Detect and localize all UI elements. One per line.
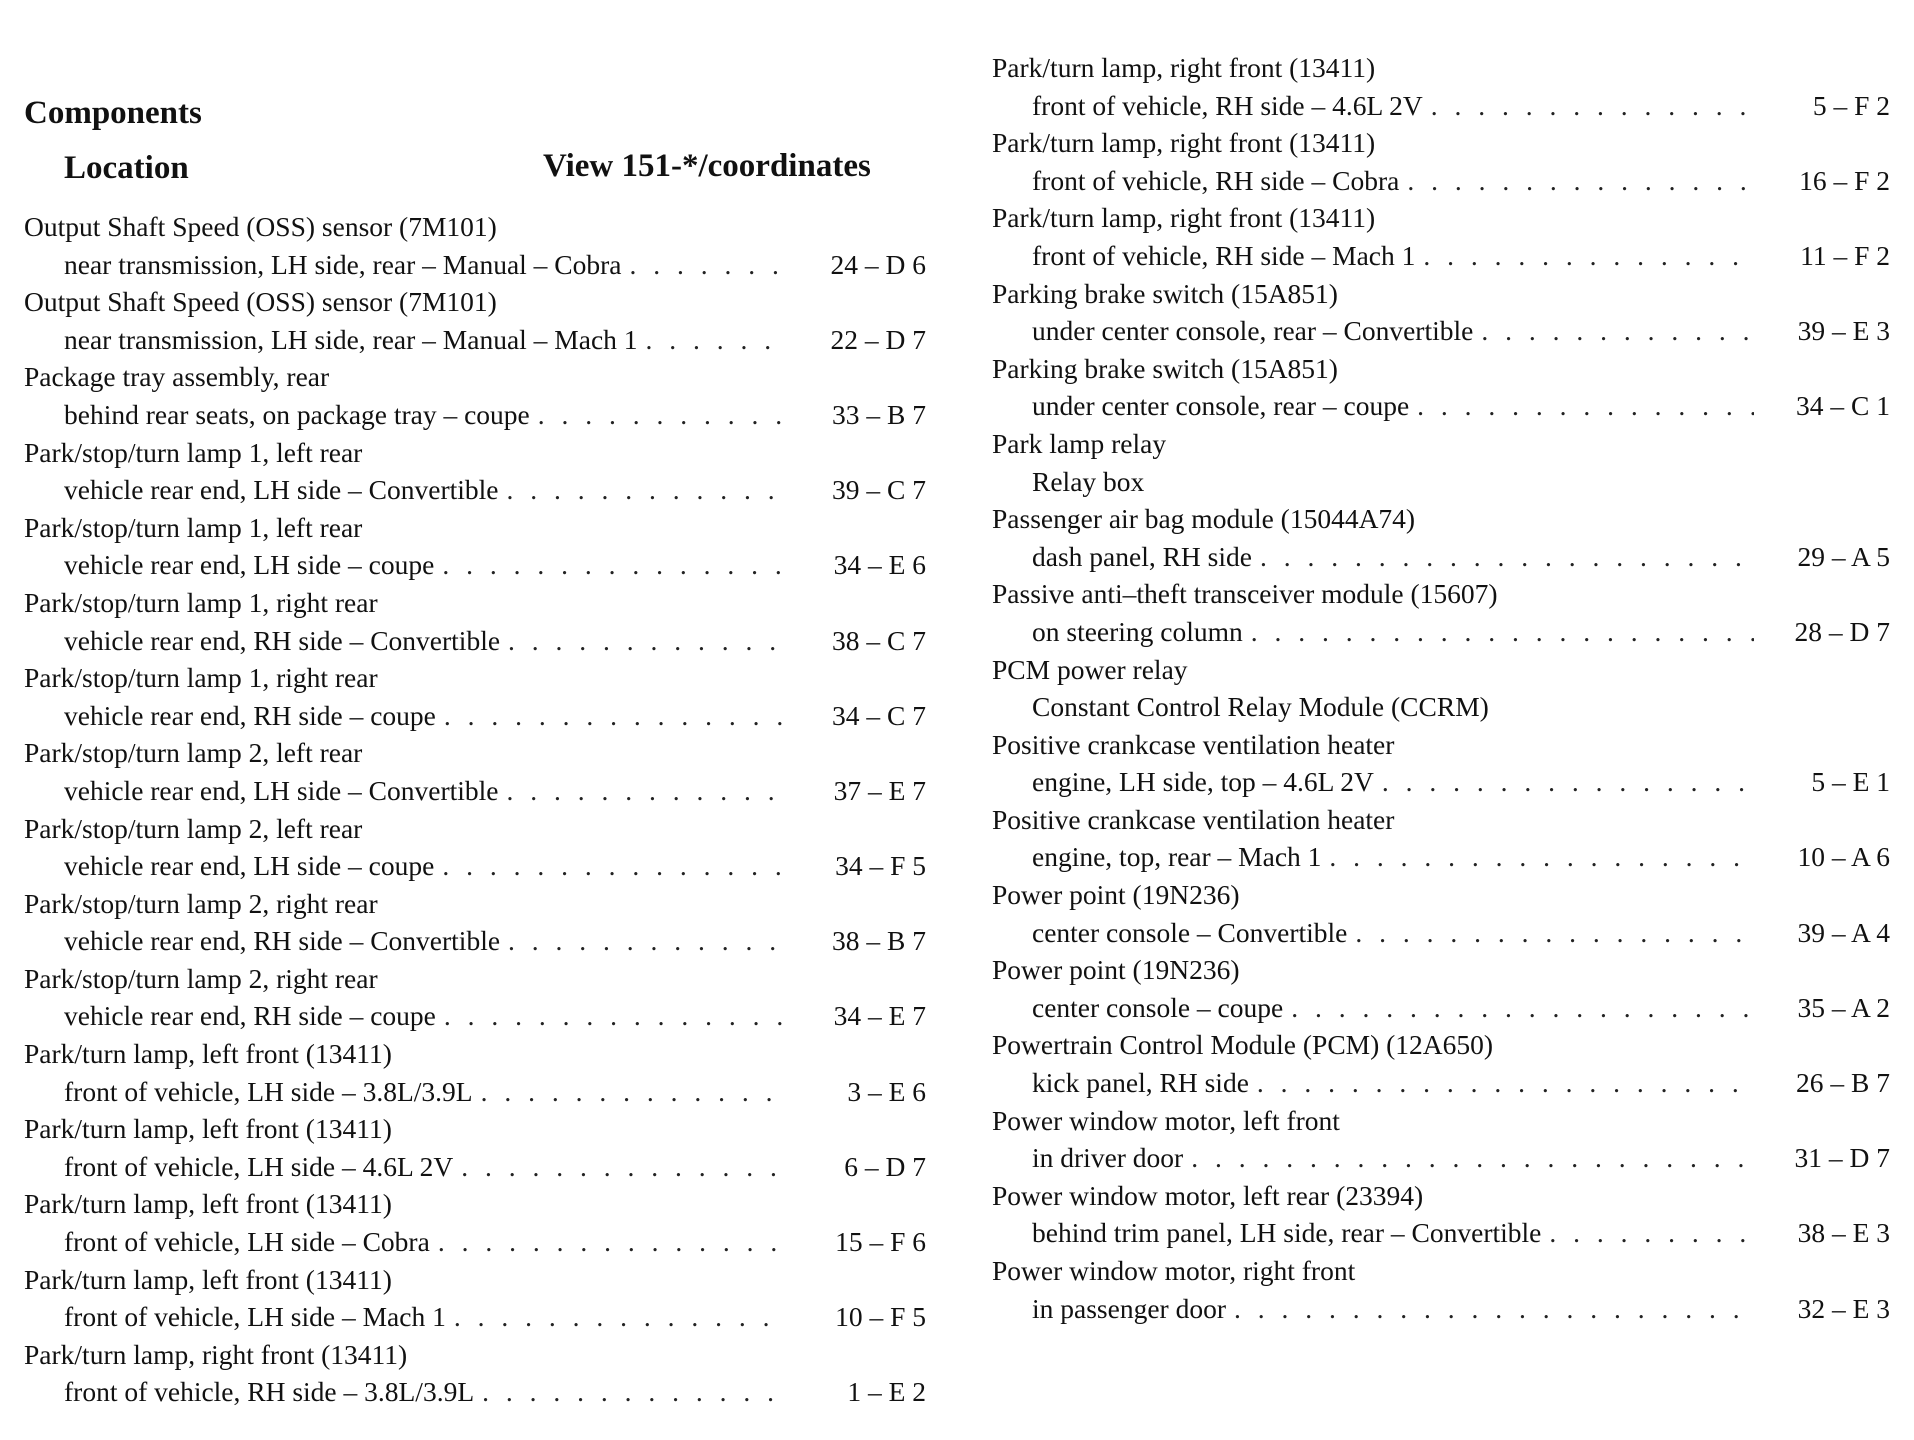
component-entry	[992, 575, 1890, 650]
component-location-row	[992, 1290, 1890, 1328]
component-location-row	[24, 922, 926, 960]
component-name: Park/stop/turn lamp 2, right rear	[24, 887, 378, 919]
component-name: Positive crankcase ventilation heater	[992, 728, 1395, 760]
dot-leader	[444, 997, 784, 1035]
component-location: behind trim panel, LH side, rear – Convertible	[1032, 1217, 1542, 1249]
component-location-row	[24, 246, 926, 284]
dot-leader	[1257, 1064, 1754, 1102]
component-name: PCM power relay	[992, 653, 1188, 685]
component-name: Positive crankcase ventilation heater	[992, 803, 1395, 835]
component-location: dash panel, RH side	[1032, 540, 1252, 572]
component-entry	[24, 584, 926, 659]
component-name: Parking brake switch (15A851)	[992, 352, 1338, 384]
view-coordinate: 34 – C 7	[832, 699, 926, 731]
component-name: Park/stop/turn lamp 2, left rear	[24, 737, 363, 769]
component-location-row	[992, 914, 1890, 952]
dot-leader	[1234, 1290, 1754, 1328]
dot-leader	[508, 622, 784, 660]
dot-leader	[1355, 914, 1754, 952]
component-name: Park/stop/turn lamp 2, right rear	[24, 962, 378, 994]
component-name: Park/turn lamp, left front (13411)	[24, 1263, 392, 1295]
component-name: Passive anti–theft transceiver module (15607)	[992, 578, 1498, 610]
component-location: engine, LH side, top – 4.6L 2V	[1032, 766, 1374, 798]
component-entry	[992, 801, 1890, 876]
view-coordinate: 28 – D 7	[1794, 615, 1890, 647]
component-location: in passenger door	[1032, 1292, 1226, 1324]
component-name: Output Shaft Speed (OSS) sensor (7M101)	[24, 286, 497, 318]
view-coordinate: 39 – E 3	[1797, 315, 1890, 347]
component-location-row	[992, 1139, 1890, 1177]
component-location-row	[24, 321, 926, 359]
component-location: on steering column	[1032, 615, 1243, 647]
dot-leader	[630, 246, 785, 284]
component-location: kick panel, RH side	[1032, 1067, 1249, 1099]
right-entry-list	[992, 49, 1890, 1327]
component-entry	[24, 659, 926, 734]
component-entry	[992, 951, 1890, 1026]
component-location-row	[992, 87, 1890, 125]
dot-leader	[461, 1148, 784, 1186]
component-name: Park/turn lamp, left front (13411)	[24, 1113, 392, 1145]
component-entry	[24, 885, 926, 960]
component-location: under center console, rear – coupe	[1032, 390, 1410, 422]
component-location-row	[24, 1223, 926, 1261]
view-coordinate: 32 – E 3	[1797, 1292, 1890, 1324]
component-entry	[992, 651, 1890, 726]
component-entry	[992, 124, 1890, 199]
component-entry	[24, 960, 926, 1035]
dot-leader	[481, 1073, 784, 1111]
component-entry	[992, 1026, 1890, 1101]
component-entry	[992, 726, 1890, 801]
component-entry	[24, 1336, 926, 1411]
dot-leader	[454, 1298, 784, 1336]
component-location: vehicle rear end, RH side – coupe	[64, 699, 436, 731]
dot-leader	[1417, 387, 1754, 425]
component-entry	[24, 1035, 926, 1110]
view-coordinate: 39 – A 4	[1797, 916, 1890, 948]
dot-leader	[438, 1223, 784, 1261]
dot-leader	[1481, 312, 1754, 350]
view-coordinate: 34 – E 6	[833, 549, 926, 581]
component-location: behind rear seats, on package tray – coupe	[64, 398, 530, 430]
view-coordinate: 33 – B 7	[832, 398, 926, 430]
component-name: Power point (19N236)	[992, 879, 1240, 911]
view-coordinate: 5 – F 2	[1812, 89, 1890, 121]
view-coordinate: 31 – D 7	[1794, 1142, 1890, 1174]
component-entry	[992, 350, 1890, 425]
component-location: front of vehicle, RH side – 4.6L 2V	[1032, 89, 1423, 121]
component-name: Power window motor, left rear (23394)	[992, 1179, 1424, 1211]
component-entry	[992, 1252, 1890, 1327]
component-entry	[24, 810, 926, 885]
view-coordinate: 11 – F 2	[1800, 239, 1890, 271]
view-coordinate: 5 – E 1	[1811, 766, 1890, 798]
view-coordinate: 29 – A 5	[1797, 540, 1890, 572]
dot-leader	[444, 697, 784, 735]
component-location-row	[992, 613, 1890, 651]
component-name: Park lamp relay	[992, 427, 1167, 459]
dot-leader	[538, 396, 784, 434]
component-entry	[992, 275, 1890, 350]
component-entry	[992, 49, 1890, 124]
dot-leader	[1260, 538, 1754, 576]
component-location-row	[992, 1214, 1890, 1252]
dot-leader	[1407, 162, 1754, 200]
component-name: Power point (19N236)	[992, 954, 1240, 986]
component-location-row	[24, 847, 926, 885]
view-coordinate: 1 – E 2	[847, 1376, 926, 1408]
component-entry	[24, 509, 926, 584]
component-location: in driver door	[1032, 1142, 1184, 1174]
view-coordinate: 16 – F 2	[1799, 164, 1890, 196]
component-name: Park/turn lamp, right front (13411)	[992, 127, 1376, 159]
component-location: front of vehicle, LH side – 3.8L/3.9L	[64, 1075, 473, 1107]
view-coordinate: 37 – E 7	[833, 774, 926, 806]
view-coordinate: 39 – C 7	[832, 474, 926, 506]
component-location: under center console, rear – Convertible	[1032, 315, 1474, 347]
component-entry	[24, 208, 926, 283]
component-location-row	[992, 387, 1890, 425]
view-coordinate: 26 – B 7	[1796, 1067, 1890, 1099]
component-entry	[24, 1185, 926, 1260]
component-name: Park/turn lamp, right front (13411)	[24, 1338, 408, 1370]
view-coordinate: 10 – A 6	[1797, 841, 1890, 873]
dot-leader	[442, 847, 784, 885]
component-location-row	[24, 1148, 926, 1186]
component-location-row	[24, 396, 926, 434]
dot-leader	[1423, 237, 1754, 275]
dot-leader	[1549, 1214, 1754, 1252]
location-column-heading: Location	[64, 150, 189, 186]
component-location: near transmission, LH side, rear – Manual – Cobra	[64, 248, 622, 280]
component-location: front of vehicle, RH side – Mach 1	[1032, 239, 1416, 271]
view-coordinate: 34 – F 5	[835, 850, 926, 882]
component-location-row	[992, 1064, 1890, 1102]
component-name: Park/stop/turn lamp 2, left rear	[24, 812, 363, 844]
view-coordinate: 24 – D 6	[830, 248, 926, 280]
component-location-row	[992, 763, 1890, 801]
component-location-row	[24, 997, 926, 1035]
component-entry	[24, 1261, 926, 1336]
component-location: vehicle rear end, LH side – Convertible	[64, 474, 499, 506]
component-location: Constant Control Relay Module (CCRM)	[1032, 691, 1489, 723]
component-name: Park/turn lamp, right front (13411)	[992, 202, 1376, 234]
component-location: vehicle rear end, LH side – Convertible	[64, 774, 499, 806]
component-location-row	[992, 538, 1890, 576]
dot-leader	[507, 471, 785, 509]
component-location-row	[992, 162, 1890, 200]
component-location-row	[992, 989, 1890, 1027]
view-coordinate: 34 – C 1	[1796, 390, 1890, 422]
component-name: Park/stop/turn lamp 1, left rear	[24, 511, 363, 543]
dot-leader	[508, 922, 784, 960]
dot-leader	[1191, 1139, 1754, 1177]
component-entry	[992, 425, 1890, 500]
component-name: Park/stop/turn lamp 1, left rear	[24, 436, 363, 468]
dot-leader	[507, 772, 785, 810]
component-location: engine, top, rear – Mach 1	[1032, 841, 1322, 873]
component-location: front of vehicle, LH side – Mach 1	[64, 1301, 446, 1333]
component-entry	[24, 283, 926, 358]
component-location-row	[24, 622, 926, 660]
component-location: vehicle rear end, LH side – coupe	[64, 850, 435, 882]
view-coordinates-column-heading: View 151-*/coordinates	[543, 148, 871, 184]
component-location: vehicle rear end, LH side – coupe	[64, 549, 435, 581]
component-location: front of vehicle, RH side – Cobra	[1032, 164, 1400, 196]
component-location-row	[992, 237, 1890, 275]
component-location: vehicle rear end, RH side – Convertible	[64, 925, 501, 957]
component-location-row	[992, 463, 1890, 501]
view-coordinate: 10 – F 5	[835, 1301, 926, 1333]
component-location: Relay box	[1032, 465, 1145, 497]
component-location-row	[24, 1073, 926, 1111]
component-location-row	[24, 1298, 926, 1336]
view-coordinate: 34 – E 7	[833, 1000, 926, 1032]
view-coordinate: 22 – D 7	[830, 323, 926, 355]
dot-leader	[1329, 838, 1754, 876]
component-name: Park/turn lamp, left front (13411)	[24, 1188, 392, 1220]
view-coordinate: 3 – E 6	[847, 1075, 926, 1107]
component-name: Park/stop/turn lamp 1, right rear	[24, 662, 378, 694]
component-location: front of vehicle, LH side – 4.6L 2V	[64, 1150, 454, 1182]
component-entry	[992, 1102, 1890, 1177]
component-name: Park/stop/turn lamp 1, right rear	[24, 586, 378, 618]
dot-leader	[482, 1373, 784, 1411]
component-location: center console – coupe	[1032, 991, 1284, 1023]
view-coordinate: 38 – E 3	[1797, 1217, 1890, 1249]
left-entry-list	[24, 208, 926, 1411]
component-name: Output Shaft Speed (OSS) sensor (7M101)	[24, 211, 497, 242]
component-location: vehicle rear end, RH side – Convertible	[64, 624, 501, 656]
page-title: Components	[24, 95, 202, 131]
component-name: Park/turn lamp, left front (13411)	[24, 1038, 392, 1070]
component-location-row	[24, 546, 926, 584]
component-location: vehicle rear end, RH side – coupe	[64, 1000, 436, 1032]
component-name: Park/turn lamp, right front (13411)	[992, 52, 1376, 83]
component-location: front of vehicle, LH side – Cobra	[64, 1226, 430, 1258]
component-location-row	[992, 312, 1890, 350]
dot-leader	[646, 321, 784, 359]
view-coordinate: 6 – D 7	[844, 1150, 926, 1182]
component-location-row	[992, 838, 1890, 876]
component-location-row	[24, 471, 926, 509]
component-entry	[24, 734, 926, 809]
dot-leader	[1382, 763, 1754, 801]
view-coordinate: 38 – C 7	[832, 624, 926, 656]
component-name: Parking brake switch (15A851)	[992, 277, 1338, 309]
component-location-row	[24, 697, 926, 735]
dot-leader	[1251, 613, 1754, 651]
component-location-row	[992, 688, 1890, 726]
component-name: Powertrain Control Module (PCM) (12A650)	[992, 1029, 1494, 1061]
dot-leader	[442, 546, 784, 584]
component-entry	[992, 500, 1890, 575]
component-entry	[24, 358, 926, 433]
component-entry	[24, 1110, 926, 1185]
component-location: center console – Convertible	[1032, 916, 1348, 948]
component-location: front of vehicle, RH side – 3.8L/3.9L	[64, 1376, 475, 1408]
view-coordinate: 15 – F 6	[835, 1226, 926, 1258]
component-name: Package tray assembly, rear	[24, 361, 330, 393]
dot-leader	[1431, 87, 1754, 125]
component-name: Power window motor, right front	[992, 1255, 1356, 1286]
view-coordinate: 35 – A 2	[1797, 991, 1890, 1023]
component-location: near transmission, LH side, rear – Manual – Mach 1	[64, 323, 638, 355]
component-entry	[24, 434, 926, 509]
component-location-row	[24, 1373, 926, 1411]
component-entry	[992, 199, 1890, 274]
component-entry	[992, 1177, 1890, 1252]
dot-leader	[1291, 989, 1754, 1027]
component-name: Power window motor, left front	[992, 1104, 1340, 1136]
component-entry	[992, 876, 1890, 951]
component-location-row	[24, 772, 926, 810]
view-coordinate: 38 – B 7	[832, 925, 926, 957]
component-name: Passenger air bag module (15044A74)	[992, 503, 1416, 535]
